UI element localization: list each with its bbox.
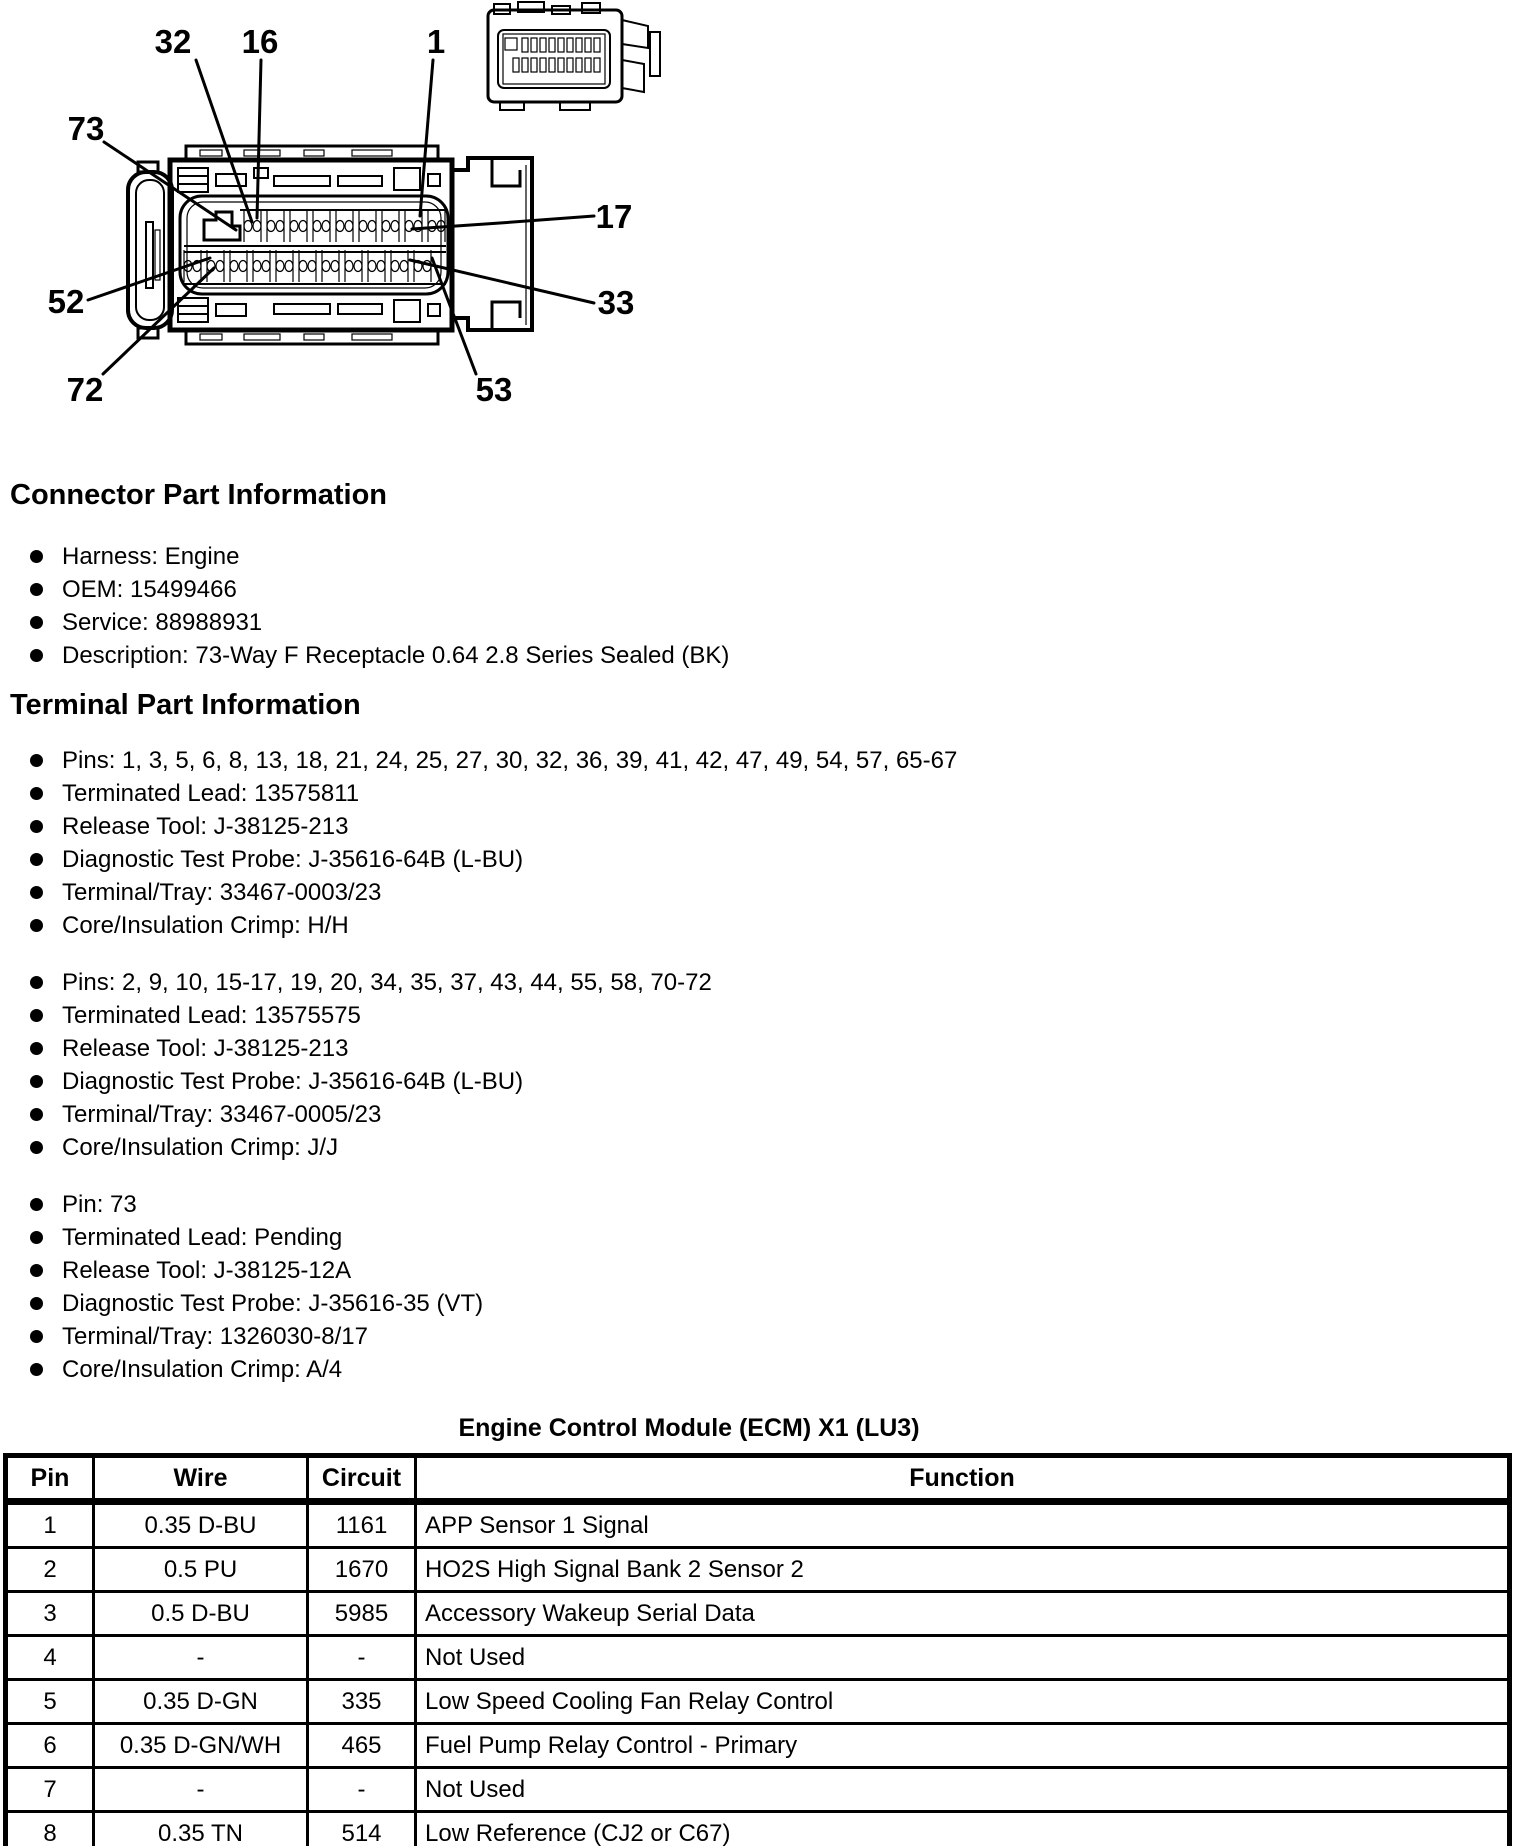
cell-wire: 0.35 D-BU [94, 1502, 308, 1548]
spec-item-probe: Diagnostic Test Probe: J-35616-64B (L-BU) [10, 1065, 712, 1098]
cell-function: Not Used [416, 1768, 1510, 1812]
callout-32: 32 [154, 23, 192, 60]
spec-item-service: Service: 88988931 [10, 606, 729, 639]
cell-circuit: 1670 [308, 1548, 416, 1592]
callout-17: 17 [595, 198, 633, 235]
cell-function: APP Sensor 1 Signal [416, 1502, 1510, 1548]
cell-circuit: - [308, 1768, 416, 1812]
cell-circuit: 1161 [308, 1502, 416, 1548]
connector-info-list [10, 540, 729, 672]
spec-item-tray: Terminal/Tray: 1326030-8/17 [10, 1320, 483, 1353]
header-circuit: Circuit [308, 1456, 416, 1502]
table-row [6, 1592, 1510, 1636]
table-row [6, 1680, 1510, 1724]
cell-circuit: 514 [308, 1812, 416, 1846]
spec-item-crimp: Core/Insulation Crimp: J/J [10, 1131, 712, 1164]
terminal-info-group-3 [10, 1188, 483, 1386]
cell-pin: 1 [6, 1502, 94, 1548]
cell-circuit: 465 [308, 1724, 416, 1768]
cell-pin: 4 [6, 1636, 94, 1680]
key-slot [204, 212, 240, 240]
table-row [6, 1724, 1510, 1768]
cell-pin: 5 [6, 1680, 94, 1724]
right-extension [452, 158, 532, 330]
callout-73: 73 [67, 110, 105, 147]
spec-item-probe: Diagnostic Test Probe: J-35616-35 (VT) [10, 1287, 483, 1320]
cell-circuit: 335 [308, 1680, 416, 1724]
cell-wire: 0.35 D-GN [94, 1680, 308, 1724]
callout-53: 53 [475, 371, 513, 408]
table-row [6, 1768, 1510, 1812]
header-pin: Pin [6, 1456, 94, 1502]
spec-item-pins: Pins: 2, 9, 10, 15-17, 19, 20, 34, 35, 37, 43, 44, 55, 58, 70-72 [10, 966, 712, 999]
table-title: Engine Control Module (ECM) X1 (LU3) [458, 1414, 920, 1442]
spec-item-pins: Pins: 1, 3, 5, 6, 8, 13, 18, 21, 24, 25, 27, 30, 32, 36, 39, 41, 42, 47, 49, 54, 57, 65-67 [10, 744, 957, 777]
cell-function: Low Reference (CJ2 or C67) [416, 1812, 1510, 1846]
cell-function: HO2S High Signal Bank 2 Sensor 2 [416, 1548, 1510, 1592]
cell-wire: - [94, 1636, 308, 1680]
cell-circuit: 5985 [308, 1592, 416, 1636]
cell-pin: 6 [6, 1724, 94, 1768]
terminal-info-group-2 [10, 966, 712, 1164]
spec-item-crimp: Core/Insulation Crimp: H/H [10, 909, 957, 942]
cell-circuit: - [308, 1636, 416, 1680]
callout-16: 16 [241, 23, 279, 60]
cell-function: Accessory Wakeup Serial Data [416, 1592, 1510, 1636]
table-row [6, 1548, 1510, 1592]
cell-wire: 0.5 D-BU [94, 1592, 308, 1636]
connector-diagram [0, 0, 760, 430]
callout-52: 52 [47, 283, 85, 320]
spec-item-lead: Terminated Lead: Pending [10, 1221, 483, 1254]
cell-pin: 2 [6, 1548, 94, 1592]
terminal-info-group-1 [10, 744, 957, 942]
header-wire: Wire [94, 1456, 308, 1502]
cell-pin: 7 [6, 1768, 94, 1812]
cell-wire: - [94, 1768, 308, 1812]
spec-item-tray: Terminal/Tray: 33467-0003/23 [10, 876, 957, 909]
pinout-table [3, 1453, 1512, 1846]
connector-front-view [128, 146, 532, 344]
cell-pin: 3 [6, 1592, 94, 1636]
cell-wire: 0.5 PU [94, 1548, 308, 1592]
spec-item-release: Release Tool: J-38125-213 [10, 810, 957, 843]
connector-part-information-heading: Connector Part Information [10, 479, 388, 511]
spec-item-oem: OEM: 15499466 [10, 573, 729, 606]
spec-item-description: Description: 73-Way F Receptacle 0.64 2.8 Series Sealed (BK) [10, 639, 729, 672]
cell-wire: 0.35 D-GN/WH [94, 1724, 308, 1768]
cell-pin: 8 [6, 1812, 94, 1846]
callout-72: 72 [66, 371, 104, 408]
spec-item-lead: Terminated Lead: 13575811 [10, 777, 957, 810]
spec-item-release: Release Tool: J-38125-12A [10, 1254, 483, 1287]
spec-item-lead: Terminated Lead: 13575575 [10, 999, 712, 1032]
cell-wire: 0.35 TN [94, 1812, 308, 1846]
table-row [6, 1636, 1510, 1680]
table-row [6, 1502, 1510, 1548]
spec-item-tray: Terminal/Tray: 33467-0005/23 [10, 1098, 712, 1131]
callout-1: 1 [426, 23, 446, 60]
table-header-row [6, 1456, 1510, 1502]
cell-function: Fuel Pump Relay Control - Primary [416, 1724, 1510, 1768]
spec-item-crimp: Core/Insulation Crimp: A/4 [10, 1353, 483, 1386]
spec-item-pin: Pin: 73 [10, 1188, 483, 1221]
connector-3d-view [488, 2, 660, 110]
callout-33: 33 [597, 284, 635, 321]
left-end-cap [128, 162, 172, 338]
spec-item-harness: Harness: Engine [10, 540, 729, 573]
table-row [6, 1812, 1510, 1846]
spec-item-release: Release Tool: J-38125-213 [10, 1032, 712, 1065]
spec-item-probe: Diagnostic Test Probe: J-35616-64B (L-BU) [10, 843, 957, 876]
cell-function: Low Speed Cooling Fan Relay Control [416, 1680, 1510, 1724]
terminal-part-information-heading: Terminal Part Information [10, 689, 361, 721]
header-function: Function [416, 1456, 1510, 1502]
cell-function: Not Used [416, 1636, 1510, 1680]
